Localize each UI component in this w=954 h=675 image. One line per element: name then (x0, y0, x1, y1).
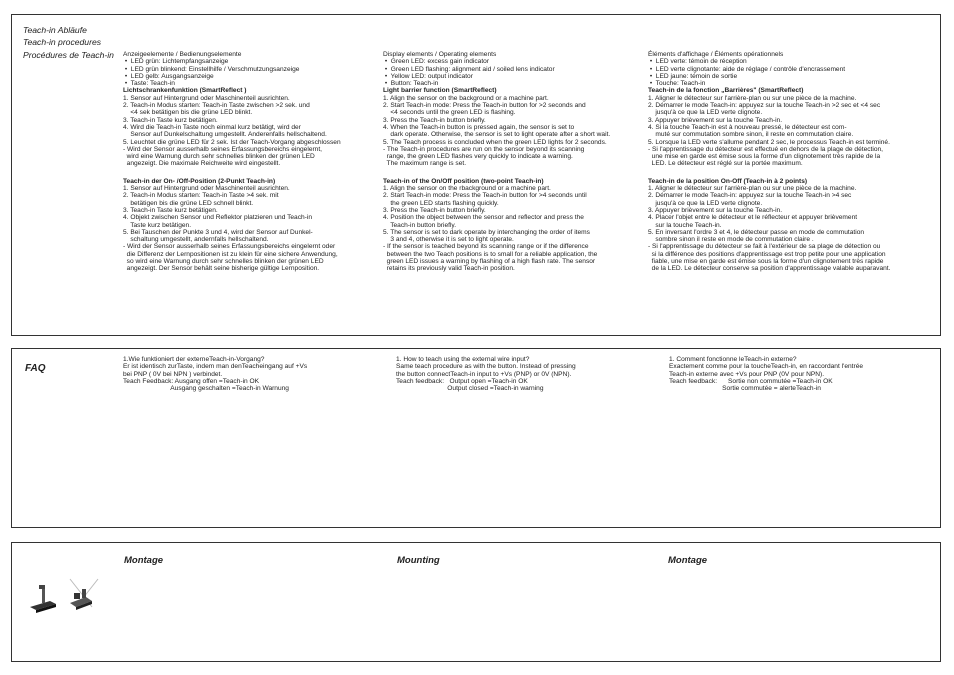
mounting-heading-en: Mounting (397, 555, 440, 566)
text-line: Taste kurz betätigen. (123, 221, 192, 229)
faq-column-french (669, 356, 863, 392)
text-line: une mise en garde est émise sous la forme d'un clignotement très rapide de la (648, 153, 881, 161)
text-line: angezeigt. Der Sensor behält seine bisherige gültige Lernposition. (123, 265, 320, 273)
text-line: 4. Wird die Teach-in Taste noch einmal kurz betätigt, wird der (123, 123, 301, 131)
text-line: 5. Bei Tauschen der Punkte 3 und 4, wird der Sensor auf Dunkel- (123, 228, 313, 236)
text-line: 2. Démarrer le mode Teach-in: appuyez sur la touche Teach-in >2 sec et <4 sec (648, 102, 881, 110)
text-line: de la LED. Le détecteur conserve sa position d'apprentissage valable auparavant. (648, 265, 891, 273)
text-line: • Yellow LED: output indicator (383, 72, 473, 80)
text-line: Teach-in of the On/Off position (two-point Teach-in) (383, 177, 544, 185)
text-line: 5. Leuchtet die grüne LED für 2 sek. Ist der Teach-Vorgang abgeschlossen (123, 138, 341, 146)
text-line: LED. Le détecteur est réglé sur la portée maximum. (648, 160, 803, 168)
mounting-bracket-illustration (26, 577, 102, 623)
text-line: 3. Press the Teach-in button briefly. (383, 116, 486, 124)
text-line: 3. Teach-in Taste kurz betätigen. (123, 206, 218, 214)
text-line: so wird eine Warnung durch sehr schnelles blinken der grünen LED (123, 258, 324, 266)
text-line: Sensor auf Dunkelschaltung umgestellt. Anderenfalls hellschaltend. (123, 131, 327, 139)
text-line: si la différence des positions d'apprentissage est trop petite pour une application (648, 250, 886, 258)
bracket-right (70, 579, 98, 610)
text-line: The maximum range is set. (383, 160, 467, 168)
text-line: - Wird der Sensor ausserhalb seines Erfassungsbereichs eingelernt, (123, 145, 323, 153)
text-line: - Si l'apprentissage du détecteur est effectué en dehors de la plage de détection, (648, 145, 884, 153)
text-line: fiable, une mise en garde est émise sous la forme d'un clignotement très rapide (648, 258, 884, 266)
text-line: • LED jaune: témoin de sortie (648, 72, 738, 80)
text-line: Teach-in de la position On-Off (Teach-in à 2 points) (648, 177, 808, 185)
text-line: • LED grün: Lichtempfangsanzeige (123, 58, 229, 66)
text-line: Ausgang geschalten =Teach-in Warnung (123, 385, 289, 393)
text-line: • Touche: Teach-in (648, 80, 706, 88)
text-line: dark operate. Otherwise, the sensor is set to light operate after a short wait. (383, 131, 611, 139)
text-line: the green LED starts flashing quickly. (383, 199, 499, 207)
text-line: Light barrier function (SmartReflect) (383, 87, 497, 95)
text-line: • LED grün blinkend: Einstellhilfe / Verschmutzungsanzeige (123, 65, 300, 73)
text-line: Teach Feedback: Ausgang offen =Teach-in OK (123, 377, 260, 385)
text-line: die Differenz der Lernpositionen ist zu klein für eine sichere Anwendung, (123, 250, 338, 258)
text-line: - Wird der Sensor ausserhalb seines Erfassungsbereichs eingelernt oder (123, 243, 336, 251)
text-line: bei PNP ( 0V bei NPN ) verbindet. (123, 370, 223, 378)
text-line: Éléments d'affichage / Éléments opérationnels (648, 51, 784, 58)
text-line: 4. Objekt zwischen Sensor und Reflektor platzieren und Teach-in (123, 214, 313, 222)
text-line: Same teach procedure as with the button. Instead of pressing (396, 363, 576, 371)
text-line: 5. En inversant l'ordre 3 et 4, le détecteur passe en mode de commutation (648, 228, 865, 236)
text-line: jusqu'à ce que la LED verte clignote. (648, 199, 763, 207)
text-line: • LED verte clignotante: aide de réglage / contrôle d'encrassement (648, 65, 846, 73)
side-title-en: Teach-in procedures (23, 37, 102, 48)
text-line: <4 seconds until the green LED is flashing. (383, 109, 516, 117)
text-line: 2. Démarrer le mode Teach-in: appuyez sur la touche Teach-in >4 sec (648, 192, 852, 200)
text-line: Er ist identisch zurTaste, indem man denTeachеingang auf +Vs (123, 363, 308, 371)
text-line: retains its previously valid Teach-in position. (383, 265, 515, 273)
text-line: Teach-in der On- /Off-Position (2-Punkt Teach-in) (123, 177, 276, 185)
text-line: • LED verte: témoin de réception (648, 58, 747, 66)
text-line: 1. How to teach using the external wire input? (396, 356, 530, 363)
text-line: schaltung umgestellt, andernfalls hellschaltend. (123, 236, 269, 244)
text-line: 1. Aligner le détecteur sur l'arrière-plan ou sur une pièce de la machine. (648, 185, 857, 193)
text-line: angezeigt. Die maximale Reichweite wird eingestellt. (123, 160, 281, 168)
text-line: sombre sinon il reste en mode de commutation claire . (648, 236, 814, 244)
mounting-heading-de: Montage (124, 555, 164, 566)
faq-title: FAQ (25, 363, 46, 374)
text-line: 1. Align the sensor on the background or a machine part. (383, 94, 549, 102)
text-line: 5. Lorsque la LED verte s'allume pendant 2 sec, le processus Teach-in est terminé. (648, 138, 890, 146)
text-line: <4 sek betätigen bis die grüne LED blinkt. (123, 109, 253, 117)
text-line: the button connectTeach-in input to +Vs (PNP) or 0V (NPN). (396, 370, 572, 378)
text-line: 3 and 4, otherwise it is set to light operate. (383, 236, 514, 244)
text-line: 2. Teach-in Modus starten: Teach-in Taste >4 sek. mit (123, 192, 279, 200)
text-line: betätigen bis die grüne LED schnell blinkt. (123, 199, 254, 207)
text-line: - If the sensor is teached beyond its scanning range or if the difference (383, 243, 589, 251)
text-line: Lichtschrankenfunktion (SmartReflect ) (123, 87, 247, 95)
text-line: 2. Teach-in Modus starten: Teach-in Taste zwischen >2 sek. und (123, 102, 310, 110)
text-line: - The Teach-in procedures are run on the sensor beyond its scanning (383, 145, 585, 153)
column-french (648, 51, 890, 273)
text-line: Teach feedback: Sortie non commutée =Teach-in OK (669, 377, 833, 385)
text-line: 1. Sensor auf Hintergrund oder Maschinenteil ausrichten. (123, 185, 290, 193)
text-line: Output closed =Teach-in warning (396, 385, 544, 393)
text-line: • Green LED flashing: alignment aid / soiled lens indicator (383, 65, 555, 73)
text-line: • Green LED: excess gain indicator (383, 58, 490, 66)
section-side-title (23, 24, 114, 61)
text-line: Teach feedback: Output open =Teach-in OK (396, 377, 528, 385)
text-line: 1. Aligner le détecteur sur l'arrière-plan ou sur une pièce de la machine. (648, 94, 857, 102)
text-line: 1.Wie funktioniert der externeTeach-in-Vorgang? (123, 356, 265, 363)
text-line: • Button: Teach-in (383, 80, 439, 88)
faq-column-german (123, 356, 307, 392)
text-line: 3. Appuyer brièvement sur la touche Teach-in. (648, 116, 783, 124)
text-line: Display elements / Operating elements (383, 51, 497, 58)
mounting-heading-fr: Montage (668, 555, 708, 566)
text-line: - Si l'apprentissage du détecteur se fait à l'extérieur de sa plage de détection ou (648, 243, 881, 251)
faq-column-english (396, 356, 576, 392)
text-line: sur la touche Teach-in. (648, 221, 722, 229)
column-german (123, 51, 341, 273)
text-line: wird eine Warnung durch sehr schnelles blinken der grünen LED (123, 153, 315, 161)
text-line: Teach-in de la fonction „Barrières" (SmartReflect) (648, 87, 804, 95)
text-line: 3. Teach-in Taste kurz betätigen. (123, 116, 218, 124)
text-line: Exactement comme pour la toucheTeach-in, en raccordant l'entrée (669, 363, 864, 371)
text-line: • LED gelb: Ausgangsanzeige (123, 72, 214, 80)
text-line: 4. When the Teach-in button is pressed again, the sensor is set to (383, 123, 575, 131)
text-line: Teach-in externe avec +Vs pour PNP (0V pour NPN). (669, 370, 825, 378)
text-line: • Taste: Teach-in (123, 80, 175, 88)
text-line: 1. Align the sensor on the rbackground or a machine part. (383, 185, 551, 193)
text-line: muté sur commutation sombre sinon, il reste en commutation claire. (648, 131, 854, 139)
bracket-left (30, 585, 56, 613)
faq-section (11, 348, 941, 528)
text-line: Sortie commutée = alerteTeach-in (669, 385, 821, 393)
text-line: 5. The Teach process is concluded when the green LED lights for 2 seconds. (383, 138, 607, 146)
teach-in-procedures-section (11, 14, 941, 336)
text-line: Anzeigeelemente / Bedienungselemente (123, 51, 242, 58)
text-line: green LED issues a warning by flashing of a high flash rate. The sensor (383, 258, 596, 266)
text-line: jusqu'à ce que la LED verte clignote. (648, 109, 763, 117)
text-line: 3. Press the Teach-in button briefly. (383, 206, 486, 214)
text-line: between the two Teach positions is to small for a reliable application, the (383, 250, 598, 258)
text-line: 3. Appuyer brièvement sur la touche Teach-in. (648, 206, 783, 214)
text-line: 1. Comment fonctionne leTeach-in externe? (669, 356, 797, 363)
text-line: 4. Si la touche Teach-in est à nouveau pressé, le détecteur est com- (648, 123, 847, 131)
text-line: 5. The sensor is set to dark operate by interchanging the order of items (383, 228, 590, 236)
text-line: 1. Sensor auf Hintergrund oder Maschinenteil ausrichten. (123, 94, 290, 102)
side-title-fr: Procédures de Teach-in (23, 49, 114, 60)
text-line: 4. Placer l'objet entre le détecteur et le réflecteur et appuyer brièvement (648, 214, 858, 222)
side-title-de: Teach-in Abläufe (23, 25, 87, 35)
text-line: 2. Start Teach-in mode: Press the Teach-in button for >2 seconds and (383, 102, 586, 110)
text-line: Teach-in button briefly. (383, 221, 457, 229)
text-line: 2. Start Teach-in mode: Press the Teach-in button for >4 seconds until (383, 192, 587, 200)
text-line: range, the green LED flashes very quickly to indicate a warning. (383, 153, 573, 161)
column-english (383, 51, 610, 273)
text-line: 4. Position the object between the sensor and reflector and press the (383, 214, 584, 222)
mounting-section (11, 542, 941, 662)
